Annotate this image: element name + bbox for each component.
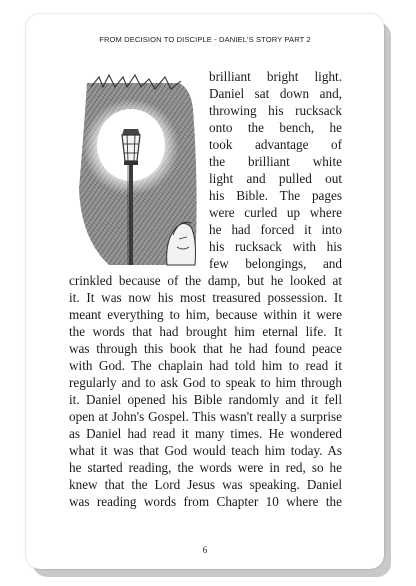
text-line: what it was that God would teach him today. As: [69, 443, 342, 458]
book-page: [26, 14, 384, 569]
text-line: light and pulled out: [209, 171, 342, 186]
text-line: throwing his rucksack: [209, 103, 342, 118]
text-line: his Bible. The pages: [209, 188, 342, 203]
text-line: onto the bench, he: [209, 120, 342, 135]
text-line: few belongings, and: [209, 256, 342, 271]
text-line: were curled up where: [209, 205, 342, 220]
text-line: with God. The chaplain had told him to read it: [69, 358, 342, 373]
page-number: 6: [202, 545, 208, 555]
text-line: was through this book that he had found peace: [69, 341, 342, 356]
text-line: as Daniel had read it many times. He wondered: [69, 426, 342, 441]
text-line: Daniel sat down and,: [209, 86, 342, 101]
text-line: it. It was now his most treasured possession. It: [69, 290, 342, 305]
text-line: open at John's Gospel. This wasn't really a surprise: [69, 409, 342, 424]
running-header: FROM DECISION TO DISCIPLE - DANIEL'S STORY PART 2: [99, 35, 311, 44]
text-line: the words that had brought him eternal life. It: [69, 324, 342, 339]
text-line: knew that the Lord Jesus was speaking. Daniel: [69, 477, 342, 492]
text-line: meant everything to him, because within it were: [69, 307, 342, 322]
body-text: [26, 14, 384, 569]
text-line: he started reading, the words were in red, so he: [69, 460, 342, 475]
text-line: it. Daniel opened his Bible randomly and it fell: [69, 392, 342, 407]
text-line: took advantage of: [209, 137, 342, 152]
text-line: he had forced it into: [209, 222, 342, 237]
text-line: was reading words from Chapter 10 where the: [69, 494, 342, 509]
text-line: regularly and to ask God to speak to him through: [69, 375, 342, 390]
text-line: his rucksack with his: [209, 239, 342, 254]
text-line: crinkled because of the damp, but he looked at: [69, 273, 342, 288]
text-line: brilliant bright light.: [209, 69, 342, 84]
text-line: the brilliant white: [209, 154, 342, 169]
